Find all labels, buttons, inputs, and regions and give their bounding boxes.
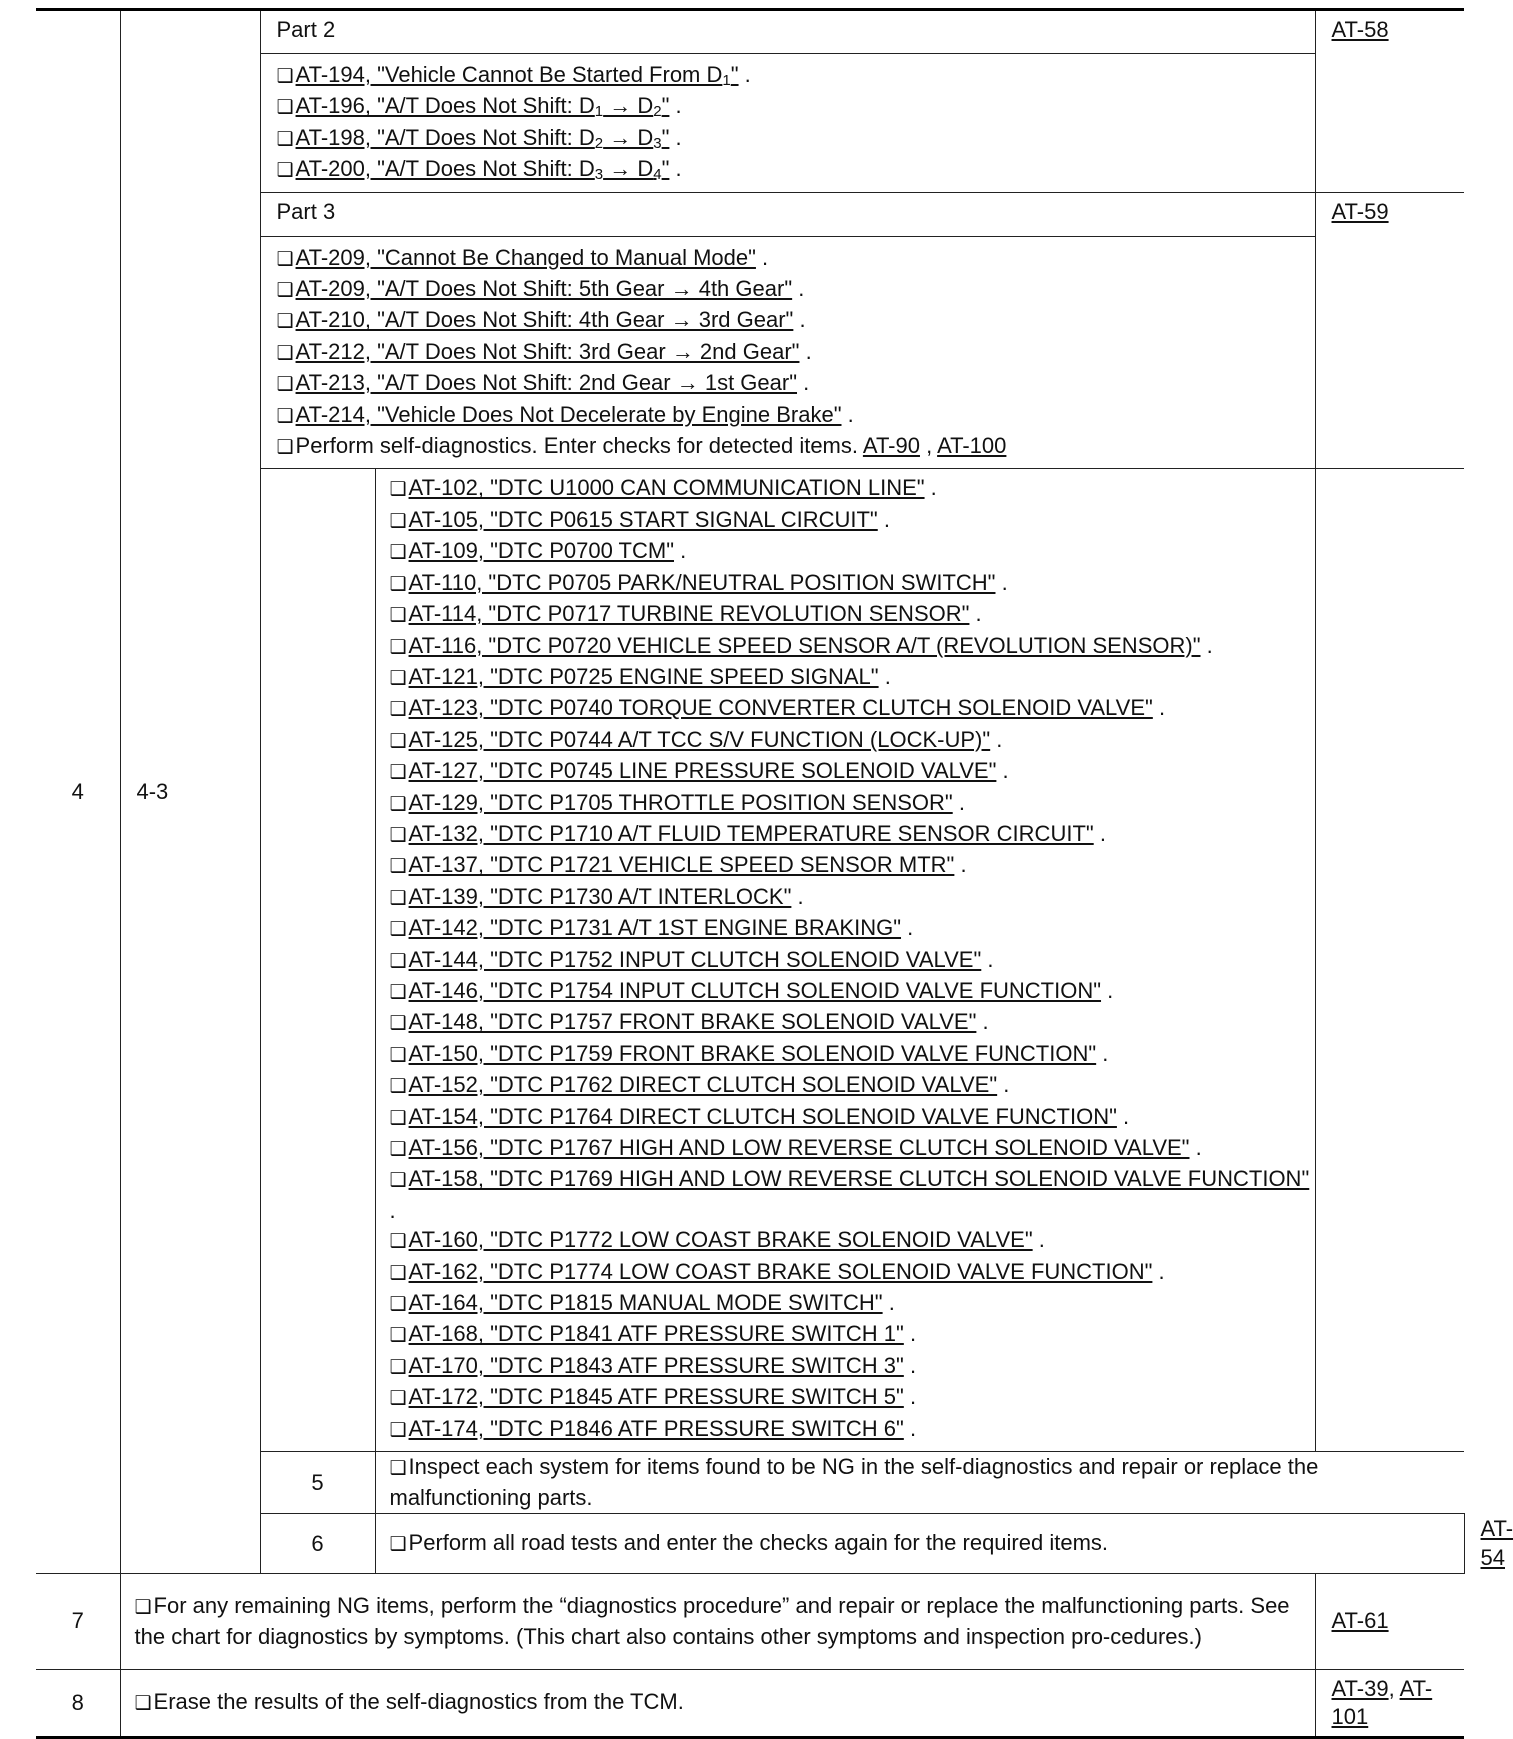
reference-link[interactable]: AT-144, "DTC P1752 INPUT CLUTCH SOLENOID VALVE" xyxy=(408,946,982,972)
part3-list xyxy=(260,236,1315,469)
item-terminator: . xyxy=(903,1384,917,1410)
reference-link[interactable]: AT-162, "DTC P1774 LOW COAST BRAKE SOLENOID VALVE FUNCTION" xyxy=(408,1258,1153,1284)
list-item xyxy=(390,662,1311,693)
item-terminator: . xyxy=(841,401,854,427)
reference-link[interactable]: AT-194, "Vehicle Cannot Be Started From $D_1$" xyxy=(295,62,739,89)
list-item xyxy=(277,243,1303,274)
step8-ref-link-at39[interactable]: AT-39 xyxy=(1331,1675,1389,1701)
item-terminator: . xyxy=(997,1072,1010,1098)
checkbox-icon[interactable]: ❑ xyxy=(276,159,294,182)
reference-link[interactable]: AT-102, "DTC U1000 CAN COMMUNICATION LINE" xyxy=(408,475,925,501)
checkbox-icon[interactable]: ❑ xyxy=(276,373,294,396)
checkbox-icon[interactable]: ❑ xyxy=(276,279,294,302)
step8-ref-link-at101[interactable]: AT-101 xyxy=(1331,1675,1433,1729)
reference-link[interactable]: AT-156, "DTC P1767 HIGH AND LOW REVERSE CLUTCH SOLENOID VALVE" xyxy=(408,1135,1190,1160)
item-terminator: . xyxy=(389,1197,396,1223)
reference-link[interactable]: AT-123, "DTC P0740 TORQUE CONVERTER CLUTCH SOLENOID VALVE" xyxy=(408,695,1153,721)
checkbox-icon[interactable]: ❑ xyxy=(276,341,294,364)
reference-link[interactable]: AT-209, "A/T Does Not Shift: 5th Gear → 4th Gear" xyxy=(295,276,793,302)
reference-link[interactable]: AT-213, "A/T Does Not Shift: 2nd Gear → 1st Gear" xyxy=(295,370,798,396)
list-item xyxy=(277,60,1303,91)
checkbox-icon[interactable]: ❑ xyxy=(276,127,294,150)
item-terminator: . xyxy=(1116,1103,1130,1129)
step6-text-cell xyxy=(375,1513,1464,1573)
self-diagnostics-line xyxy=(277,431,1303,462)
item-terminator: . xyxy=(877,506,890,532)
step5-text: Inspect each system for items found to be NG in the self-diagnostics and repair or replace the malfunctioning parts. xyxy=(389,1454,1319,1511)
step8-ref-separator: , xyxy=(1388,1675,1400,1701)
list-item xyxy=(390,1039,1311,1070)
step6-text: Perform all road tests and enter the checks again for the required items. xyxy=(408,1529,1109,1555)
part2-list xyxy=(260,54,1315,193)
list-item xyxy=(390,725,1311,756)
reference-link[interactable]: AT-212, "A/T Does Not Shift: 3rd Gear → 2nd Gear" xyxy=(295,338,800,364)
list-item xyxy=(390,505,1311,536)
checkbox-icon[interactable]: ❑ xyxy=(276,310,294,333)
reference-link[interactable]: AT-125, "DTC P0744 A/T TCC S/V FUNCTION (LOCK-UP)" xyxy=(408,726,991,752)
item-terminator: . xyxy=(1152,1258,1165,1284)
checkbox-icon[interactable]: ❑ xyxy=(389,949,407,972)
checkbox-icon[interactable]: ❑ xyxy=(389,855,407,878)
checkbox-icon[interactable]: ❑ xyxy=(389,1457,407,1480)
checkbox-icon[interactable]: ❑ xyxy=(134,1595,152,1618)
reference-link[interactable]: AT-105, "DTC P0615 START SIGNAL CIRCUIT" xyxy=(408,506,878,532)
item-terminator: . xyxy=(792,276,805,302)
item-terminator: . xyxy=(990,726,1003,752)
reference-link[interactable]: AT-121, "DTC P0725 ENGINE SPEED SIGNAL" xyxy=(408,663,879,689)
list-item xyxy=(277,368,1303,399)
checkbox-icon[interactable]: ❑ xyxy=(389,1387,407,1410)
checkbox-icon[interactable]: ❑ xyxy=(389,1355,407,1378)
item-terminator: . xyxy=(669,156,682,182)
list-item xyxy=(390,1007,1311,1038)
list-item xyxy=(277,337,1303,368)
list-item xyxy=(390,882,1311,913)
checkbox-icon[interactable]: ❑ xyxy=(389,1138,407,1160)
reference-link[interactable]: AT-132, "DTC P1710 A/T FLUID TEMPERATURE SENSOR CIRCUIT" xyxy=(408,820,1094,846)
checkbox-icon[interactable]: ❑ xyxy=(389,1169,407,1192)
item-terminator: . xyxy=(996,758,1009,784)
part2-label: Part 2 xyxy=(260,10,1315,54)
dtc-ref-cell xyxy=(1315,469,1464,1452)
substep-4-3: 4-3 xyxy=(120,10,260,1574)
reference-link[interactable]: AT-168, "DTC P1841 ATF PRESSURE SWITCH 1" xyxy=(408,1321,904,1347)
list-item xyxy=(390,913,1311,944)
list-item xyxy=(390,850,1311,881)
list-item xyxy=(277,274,1303,305)
item-terminator: . xyxy=(1200,632,1213,658)
checkbox-icon[interactable]: ❑ xyxy=(389,541,407,564)
item-terminator: . xyxy=(797,370,810,396)
step7-text-cell xyxy=(120,1573,1315,1669)
reference-link[interactable]: AT-116, "DTC P0720 VEHICLE SPEED SENSOR A/T (REVOLUTION SENSOR)" xyxy=(408,632,1201,658)
step7-ref-link[interactable]: AT-61 xyxy=(1331,1608,1389,1634)
reference-link[interactable]: AT-127, "DTC P0745 LINE PRESSURE SOLENOID VALVE" xyxy=(408,758,997,784)
item-terminator: . xyxy=(674,538,687,564)
checkbox-icon[interactable]: ❑ xyxy=(389,729,407,752)
part2-ref-link[interactable]: AT-58 xyxy=(1331,17,1389,42)
list-item xyxy=(390,599,1311,630)
step8-text-cell xyxy=(120,1669,1315,1737)
self-diag-link-at90[interactable]: AT-90 xyxy=(862,433,920,459)
item-terminator: . xyxy=(981,946,994,972)
list-item xyxy=(277,400,1303,431)
self-diagnostics-text: Perform self-diagnostics. Enter checks for detected items. xyxy=(295,433,863,459)
step5-text-cell xyxy=(375,1452,1464,1514)
step8-row xyxy=(36,1669,1464,1737)
checkbox-icon[interactable]: ❑ xyxy=(389,635,407,658)
item-terminator: . xyxy=(882,1290,895,1316)
checkbox-icon[interactable]: ❑ xyxy=(276,65,294,87)
item-terminator: . xyxy=(799,338,812,364)
checkbox-icon[interactable]: ❑ xyxy=(389,792,407,815)
reference-link[interactable]: AT-139, "DTC P1730 A/T INTERLOCK" xyxy=(408,883,792,909)
item-terminator: . xyxy=(755,244,769,270)
item-terminator: . xyxy=(903,1415,917,1441)
reference-link[interactable]: AT-146, "DTC P1754 INPUT CLUTCH SOLENOID VALVE FUNCTION" xyxy=(408,977,1102,1003)
part3-label: Part 3 xyxy=(260,192,1315,236)
checkbox-icon[interactable]: ❑ xyxy=(389,604,407,627)
reference-link[interactable]: AT-142, "DTC P1731 A/T 1ST ENGINE BRAKING" xyxy=(408,915,902,941)
item-terminator: . xyxy=(793,307,806,333)
list-item xyxy=(277,91,1303,122)
self-diag-separator: , xyxy=(919,433,938,459)
checkbox-icon[interactable]: ❑ xyxy=(389,1261,407,1284)
step-number-7: 7 xyxy=(36,1573,120,1669)
item-terminator: . xyxy=(995,569,1008,595)
item-terminator: . xyxy=(976,1009,989,1035)
checkbox-icon[interactable]: ❑ xyxy=(389,1532,407,1555)
reference-link[interactable]: AT-110, "DTC P0705 PARK/NEUTRAL POSITION SWITCH" xyxy=(408,569,996,595)
item-terminator: . xyxy=(954,852,967,878)
checkbox-icon[interactable]: ❑ xyxy=(276,96,294,119)
item-terminator: . xyxy=(738,62,751,87)
checkbox-icon[interactable]: ❑ xyxy=(389,1324,407,1347)
reference-link[interactable]: AT-198, "A/T Does Not Shift: $D_2 \to D_3$" xyxy=(295,124,670,152)
checkbox-icon[interactable]: ❑ xyxy=(389,980,407,1003)
list-item xyxy=(277,154,1303,185)
checkbox-icon[interactable]: ❑ xyxy=(389,1418,407,1441)
item-terminator: . xyxy=(669,124,682,150)
step7-row xyxy=(36,1573,1464,1669)
step8-ref-cell xyxy=(1315,1669,1464,1737)
step-number-6: 6 xyxy=(260,1513,375,1573)
checkbox-icon[interactable]: ❑ xyxy=(276,436,294,459)
step-number-4: 4 xyxy=(36,10,120,1574)
procedure-table xyxy=(36,8,1513,1739)
part3-ref-cell xyxy=(1315,192,1464,469)
self-diag-link-at100[interactable]: AT-100 xyxy=(937,433,1007,459)
reference-link[interactable]: AT-210, "A/T Does Not Shift: 4th Gear → 3rd Gear" xyxy=(295,307,794,333)
reference-link[interactable]: AT-129, "DTC P1705 THROTTLE POSITION SENSOR" xyxy=(408,789,953,815)
step8-text: Erase the results of the self-diagnostics from the TCM. xyxy=(153,1688,684,1714)
reference-link[interactable]: AT-158, "DTC P1769 HIGH AND LOW REVERSE CLUTCH SOLENOID VALVE FUNCTION" xyxy=(408,1166,1310,1192)
checkbox-icon[interactable]: ❑ xyxy=(389,823,407,846)
step7-text: For any remaining NG items, perform the “diagnostics procedure” and repair or replace the malfunctioning parts. See the chart for diagnostics by symptoms. (This chart also contains other symptoms and inspection pro-cedures.) xyxy=(134,1592,1290,1650)
list-item xyxy=(390,1225,1311,1256)
step7-ref-cell xyxy=(1315,1573,1464,1669)
item-terminator: . xyxy=(1152,695,1166,721)
checkbox-icon[interactable]: ❑ xyxy=(389,666,407,689)
reference-link[interactable]: AT-172, "DTC P1845 ATF PRESSURE SWITCH 5" xyxy=(408,1384,904,1410)
checkbox-icon[interactable]: ❑ xyxy=(389,886,407,909)
item-terminator: . xyxy=(1101,977,1114,1003)
step-number-5: 5 xyxy=(260,1452,375,1514)
list-item xyxy=(390,693,1311,724)
reference-link[interactable]: AT-209, "Cannot Be Changed to Manual Mode" xyxy=(295,244,756,270)
list-item xyxy=(390,631,1311,662)
reference-link[interactable]: AT-160, "DTC P1772 LOW COAST BRAKE SOLENOID VALVE" xyxy=(408,1227,1033,1253)
item-terminator: . xyxy=(878,663,891,689)
list-item xyxy=(390,1133,1311,1164)
list-item xyxy=(390,1382,1311,1413)
list-item xyxy=(390,819,1311,850)
list-item xyxy=(390,1102,1311,1133)
reference-link[interactable]: AT-200, "A/T Does Not Shift: $D_3 \to D_4$" xyxy=(295,156,670,184)
checkbox-icon[interactable]: ❑ xyxy=(389,478,407,501)
item-terminator: . xyxy=(791,883,804,909)
checkbox-icon[interactable]: ❑ xyxy=(389,572,407,595)
list-item xyxy=(390,1414,1311,1445)
item-terminator: . xyxy=(1093,820,1106,846)
item-terminator: . xyxy=(669,93,682,119)
reference-link[interactable]: AT-164, "DTC P1815 MANUAL MODE SWITCH" xyxy=(408,1290,883,1316)
reference-link[interactable]: AT-150, "DTC P1759 FRONT BRAKE SOLENOID VALVE FUNCTION" xyxy=(408,1040,1097,1066)
checkbox-icon[interactable]: ❑ xyxy=(389,1293,407,1316)
reference-link[interactable]: AT-214, "Vehicle Does Not Decelerate by Engine Brake" xyxy=(295,401,842,427)
list-item xyxy=(390,1319,1311,1350)
list-item xyxy=(390,1257,1311,1288)
list-item xyxy=(277,123,1303,154)
checkbox-icon[interactable]: ❑ xyxy=(389,1075,407,1098)
checkbox-icon[interactable]: ❑ xyxy=(389,1043,407,1066)
checkbox-icon[interactable]: ❑ xyxy=(389,918,407,941)
reference-link[interactable]: AT-114, "DTC P0717 TURBINE REVOLUTION SENSOR" xyxy=(408,601,970,627)
reference-link[interactable]: AT-154, "DTC P1764 DIRECT CLUTCH SOLENOID VALVE FUNCTION" xyxy=(408,1103,1117,1129)
list-item xyxy=(390,1351,1311,1382)
list-item xyxy=(390,1164,1311,1225)
item-terminator: . xyxy=(901,915,914,941)
checkbox-icon[interactable]: ❑ xyxy=(389,1012,407,1035)
list-item xyxy=(277,305,1303,336)
checkbox-icon[interactable]: ❑ xyxy=(134,1691,152,1714)
item-terminator: . xyxy=(924,475,937,501)
item-terminator: . xyxy=(1096,1040,1109,1066)
reference-link[interactable]: AT-137, "DTC P1721 VEHICLE SPEED SENSOR MTR" xyxy=(408,852,955,878)
reference-link[interactable]: AT-170, "DTC P1843 ATF PRESSURE SWITCH 3" xyxy=(408,1352,904,1378)
list-item xyxy=(390,756,1311,787)
checkbox-icon[interactable]: ❑ xyxy=(389,1230,407,1253)
item-terminator: . xyxy=(969,601,982,627)
part2-ref-cell xyxy=(1315,10,1464,193)
checkbox-icon[interactable]: ❑ xyxy=(389,509,407,532)
item-terminator: . xyxy=(1189,1135,1202,1160)
part3-ref-link[interactable]: AT-59 xyxy=(1331,198,1389,224)
reference-link[interactable]: AT-109, "DTC P0700 TCM" xyxy=(408,538,674,564)
list-item xyxy=(390,568,1311,599)
checkbox-icon[interactable]: ❑ xyxy=(389,1106,407,1129)
item-terminator: . xyxy=(903,1352,917,1378)
list-item xyxy=(390,1070,1311,1101)
list-item xyxy=(390,945,1311,976)
item-terminator: . xyxy=(1032,1227,1045,1253)
list-item xyxy=(390,536,1311,567)
item-terminator: . xyxy=(903,1321,917,1347)
reference-link[interactable]: AT-152, "DTC P1762 DIRECT CLUTCH SOLENOID VALVE" xyxy=(408,1072,998,1098)
dtc-indent-cell xyxy=(260,469,375,1452)
checkbox-icon[interactable]: ❑ xyxy=(276,247,294,270)
step-number-8: 8 xyxy=(36,1669,120,1737)
list-item xyxy=(390,1288,1311,1319)
list-item xyxy=(390,976,1311,1007)
list-item xyxy=(390,473,1311,504)
step6-ref-link[interactable]: AT-54 xyxy=(1480,1515,1513,1571)
reference-link[interactable]: AT-196, "A/T Does Not Shift: $D_1 \to D_2$" xyxy=(295,93,670,121)
checkbox-icon[interactable]: ❑ xyxy=(389,698,407,721)
step4-part2-header-row xyxy=(36,10,1464,54)
reference-link[interactable]: AT-148, "DTC P1757 FRONT BRAKE SOLENOID VALVE" xyxy=(408,1009,977,1035)
checkbox-icon[interactable]: ❑ xyxy=(389,761,407,784)
checkbox-icon[interactable]: ❑ xyxy=(276,404,294,427)
dtc-list xyxy=(375,469,1315,1452)
reference-link[interactable]: AT-174, "DTC P1846 ATF PRESSURE SWITCH 6" xyxy=(408,1415,904,1441)
list-item xyxy=(390,788,1311,819)
item-terminator: . xyxy=(952,789,965,815)
